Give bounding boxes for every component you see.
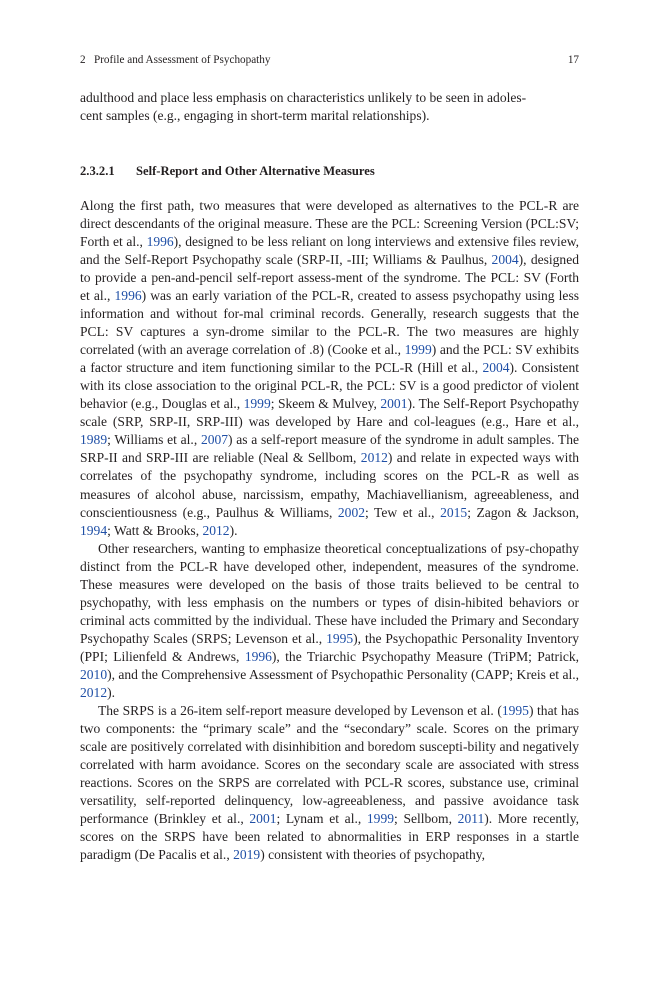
text-segment: ). The Self-Report Psychopathy scale (SRP, SRP-II, SRP-III) was developed by Hare and col-leagues (e.g., Hare et al., bbox=[80, 396, 579, 430]
citation-link[interactable]: 1995 bbox=[501, 702, 529, 718]
text-segment: ). bbox=[107, 684, 115, 700]
section-title: Self-Report and Other Alternative Measures bbox=[136, 164, 375, 178]
text-segment: ), the Triarchic Psychopathy Measure (TriPM; Patrick, bbox=[271, 648, 580, 664]
citation-link[interactable]: 1996 bbox=[114, 288, 142, 304]
text-segment: ) as a self-report measure of the syndrome in adult samples. The SRP-II and SRP-III are reliable (Neal & Sellbom, bbox=[80, 432, 579, 466]
text-segment: ; Skeem & Mulvey, bbox=[270, 396, 381, 412]
citation-link[interactable]: 2007 bbox=[200, 432, 229, 448]
citation-link[interactable]: 1996 bbox=[146, 234, 174, 250]
citation-link[interactable]: 1999 bbox=[366, 811, 394, 827]
text-segment: ; Watt & Brooks, bbox=[107, 522, 203, 538]
citation-link[interactable]: 1995 bbox=[326, 630, 354, 646]
citation-link[interactable]: 2012 bbox=[360, 450, 388, 466]
page-number: 17 bbox=[567, 54, 579, 66]
text-segment: ; Tew et al., bbox=[365, 504, 441, 520]
text-segment: ), the Psychopathic Personality Inventory (PPI; Lilienfeld & Andrews, bbox=[80, 630, 579, 664]
citation-link[interactable]: 1989 bbox=[80, 432, 108, 448]
text-segment: ) that has two components: the “primary scale” and the “secondary” scale. Scores on the primary scale are positively correlated with disinhibition and boredom suscepti-bility and negatively correlated with harm avoidance. Scores on the secondary scale are associated with stress reactions. Scores on the SRPS are correlated with PCL-R scores, substance use, criminal versatility, self-reported delinquency, low-agreeableness, and passive avoidance task performance (Brinkley et al., bbox=[80, 702, 579, 827]
intro-segment: adulthood and place less emphasis on characteristics unlikely to be seen in adoles- cent samples (e.g., engaging in short-term marital relationships). bbox=[80, 90, 527, 124]
text-segment: ; Lynam et al., bbox=[276, 811, 367, 827]
running-head bbox=[80, 51, 579, 69]
text-segment: ), designed to be less reliant on long interviews and extensive files review, and the Self-Report Psychopathy scale (SRP-II, -III; Williams & Paulhus, bbox=[80, 234, 580, 268]
citation-link[interactable]: 2011 bbox=[457, 811, 485, 827]
citation-link[interactable]: 2004 bbox=[482, 360, 510, 376]
paragraph-3 bbox=[80, 702, 579, 864]
chapter-title: 2 Profile and Assessment of Psychopathy bbox=[80, 54, 271, 66]
text-segment: ) and the PCL: SV exhibits a factor structure and item functioning similar to the PCL-R (Hill et al., bbox=[80, 342, 579, 376]
citation-link[interactable]: 2015 bbox=[440, 504, 468, 520]
text-segment: ) was an early variation of the PCL-R, created to assess psychopathy using less information and without for-mal criminal records. Generally, research suggests that the PCL: SV captures a syn-drome similar to the PCL-R. The two measures are highly correlated (with an average correlation of .8) (Cooke et al., bbox=[80, 288, 579, 358]
citation-link[interactable]: 1999 bbox=[404, 342, 432, 358]
text-segment: ), designed to provide a pen-and-pencil self-report assess-ment of the syndrome. The PCL: SV (Forth et al., bbox=[80, 252, 579, 304]
citation-link[interactable]: 1996 bbox=[244, 648, 272, 664]
citation-link[interactable]: 2010 bbox=[80, 666, 108, 682]
text-segment: ; Sellbom, bbox=[394, 811, 458, 827]
text-segment: ). More recently, scores on the SRPS have been related to abnormalities in ERP responses in a startle paradigm (De Pacalis et al., bbox=[80, 811, 579, 863]
citation-link[interactable]: 2001 bbox=[380, 396, 408, 412]
text-segment: ). Consistent with its close association to the original PCL-R, the PCL: SV is a good predictor of violent behavior (e.g., Douglas et al., bbox=[80, 360, 579, 412]
body-text bbox=[80, 197, 579, 864]
citation-link[interactable]: 2002 bbox=[337, 504, 365, 520]
section-number: 2.3.2.1 bbox=[80, 164, 115, 178]
section-heading bbox=[80, 162, 375, 180]
text-segment: ) consistent with theories of psychopathy, bbox=[260, 847, 486, 863]
intro-paragraph bbox=[80, 89, 579, 125]
citation-link[interactable]: 2004 bbox=[491, 252, 519, 268]
text-segment: Other researchers, wanting to emphasize theoretical conceptualizations of psy-chopathy distinct from the PCL-R have developed other, independent, measures of the syndrome. These measures were developed on the basis of those traits believed to be central to psychopathy, with less emphasis on the numbers or types of disin-hibited behaviors or criminal acts committed by the individual. These have included the Primary and Secondary Psychopathy Scales (SRPS; Levenson et al., bbox=[80, 540, 579, 646]
text-segment: The SRPS is a 26-item self-report measure developed by Levenson et al. ( bbox=[98, 702, 502, 718]
text-segment: ), and the Comprehensive Assessment of Psychopathic Personality (CAPP; Kreis et al., bbox=[107, 666, 579, 682]
text-segment: ) and relate in expected ways with correlates of the psychopathy syndrome, including scores on the PCL-R as well as measures of alcohol abuse, narcissism, empathy, Machiavellianism, agreeableness, and conscientiousness (e.g., Paulhus & Williams, bbox=[80, 450, 579, 520]
text-segment: ; Williams et al., bbox=[107, 432, 201, 448]
citation-link[interactable]: 2001 bbox=[249, 811, 277, 827]
citation-link[interactable]: 2019 bbox=[233, 847, 261, 863]
citation-link[interactable]: 1999 bbox=[243, 396, 271, 412]
citation-link[interactable]: 2012 bbox=[80, 684, 108, 700]
citation-link[interactable]: 1994 bbox=[80, 522, 108, 538]
paragraph-1 bbox=[80, 197, 579, 540]
paragraph-2 bbox=[80, 540, 579, 702]
citation-link[interactable]: 2012 bbox=[202, 522, 230, 538]
text-segment: ). bbox=[229, 522, 238, 538]
text-segment: Along the first path, two measures that were developed as alternatives to the PCL-R are direct descendants of the original measure. These are the PCL: Screening Version (PCL:SV; Forth et al., bbox=[80, 198, 579, 250]
text-segment: ; Zagon & Jackson, bbox=[467, 504, 579, 520]
intro-text bbox=[80, 89, 579, 125]
